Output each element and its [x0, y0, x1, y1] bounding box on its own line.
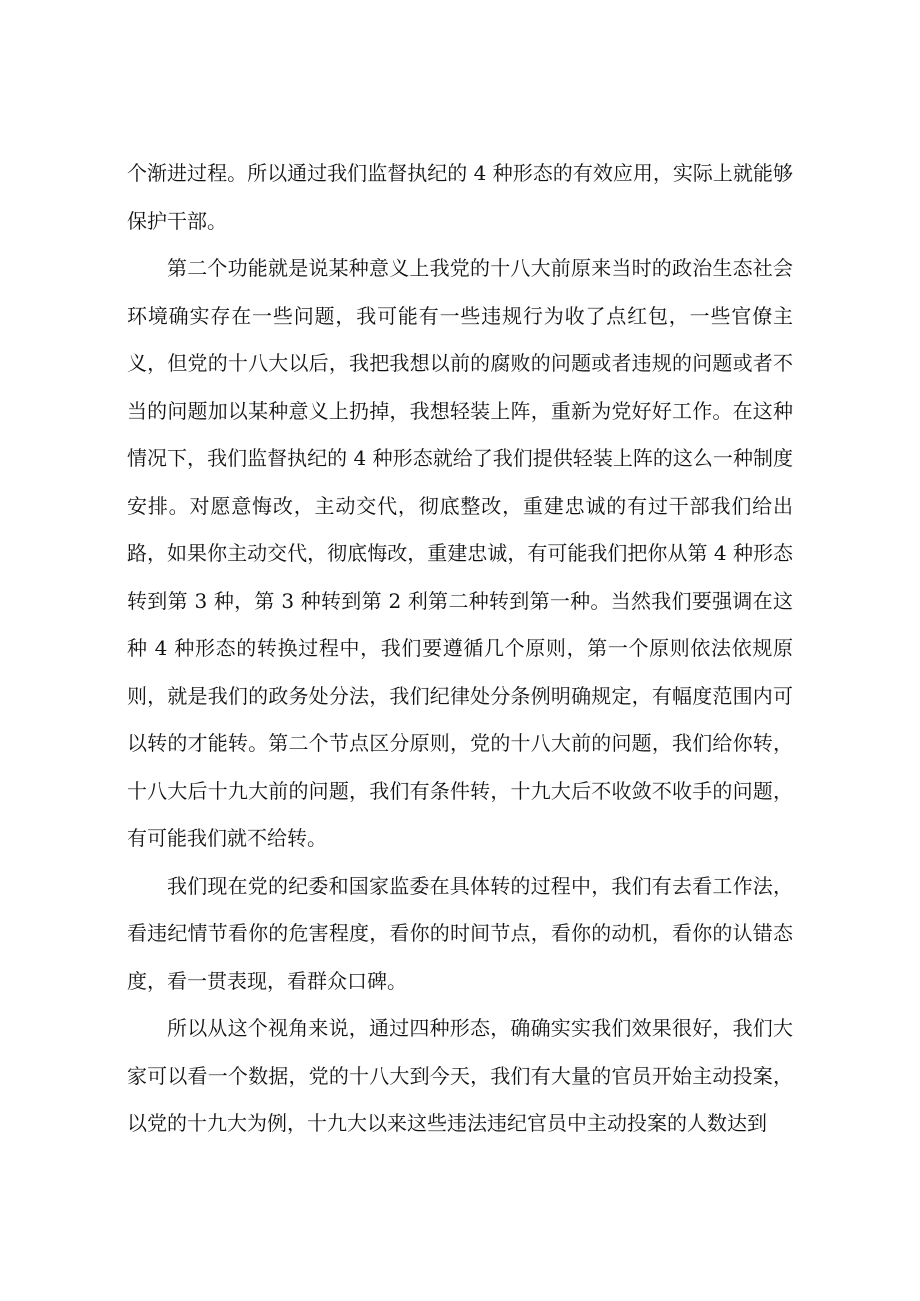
- paragraph-1: 个渐进过程。所以通过我们监督执纪的 4 种形态的有效应用，实际上就能够保护干部。: [127, 161, 793, 233]
- paragraph-4: 所以从这个视角来说，通过四种形态，确确实实我们效果很好，我们大家可以看一个数据，党的十八大到今天，我们有大量的官员开始主动投案，以党的十九大为例，十九大以来这些违法违纪官员中主动投案的人数达到: [127, 1016, 793, 1135]
- paragraph-2: 第二个功能就是说某种意义上我党的十八大前原来当时的政治生态社会环境确实存在一些问题，我可能有一些违规行为收了点红包，一些官僚主义，但党的十八大以后，我把我想以前的腐败的问题或者违规的问题或者不当的问题加以某种意义上扔掉，我想轻装上阵，重新为党好好工作。在这种情况下，我们监督执纪的 4 种形态就给了我们提供轻装上阵的这么一种制度安排。对愿意悔改，主动交代，彻底整改，重建忠诚的有过干部我们给出路，如果你主动交代，彻底悔改，重建忠诚，有可能我们把你从第 4 种形态转到第 3 种，第 3 种转到第 2 利第二种转到第一种。当然我们要强调在这种 4 种形态的转换过程中，我们要遵循几个原则，第一个原则依法依规原则，就是我们的政务处分法，我们纪律处分条例明确规定，有幅度范围内可以转的才能转。第二个节点区分原则，党的十八大前的问题，我们给你转，十八大后十九大前的问题，我们有条件转，十九大后不收敛不收手的问题，有可能我们就不给转。: [127, 256, 793, 850]
- paragraph-3: 我们现在党的纪委和国家监委在具体转的过程中，我们有去看工作法，看违纪情节看你的危害程度，看你的时间节点，看你的动机，看你的认错态度，看一贯表现，看群众口碑。: [127, 873, 793, 993]
- document-body: [127, 150, 793, 1148]
